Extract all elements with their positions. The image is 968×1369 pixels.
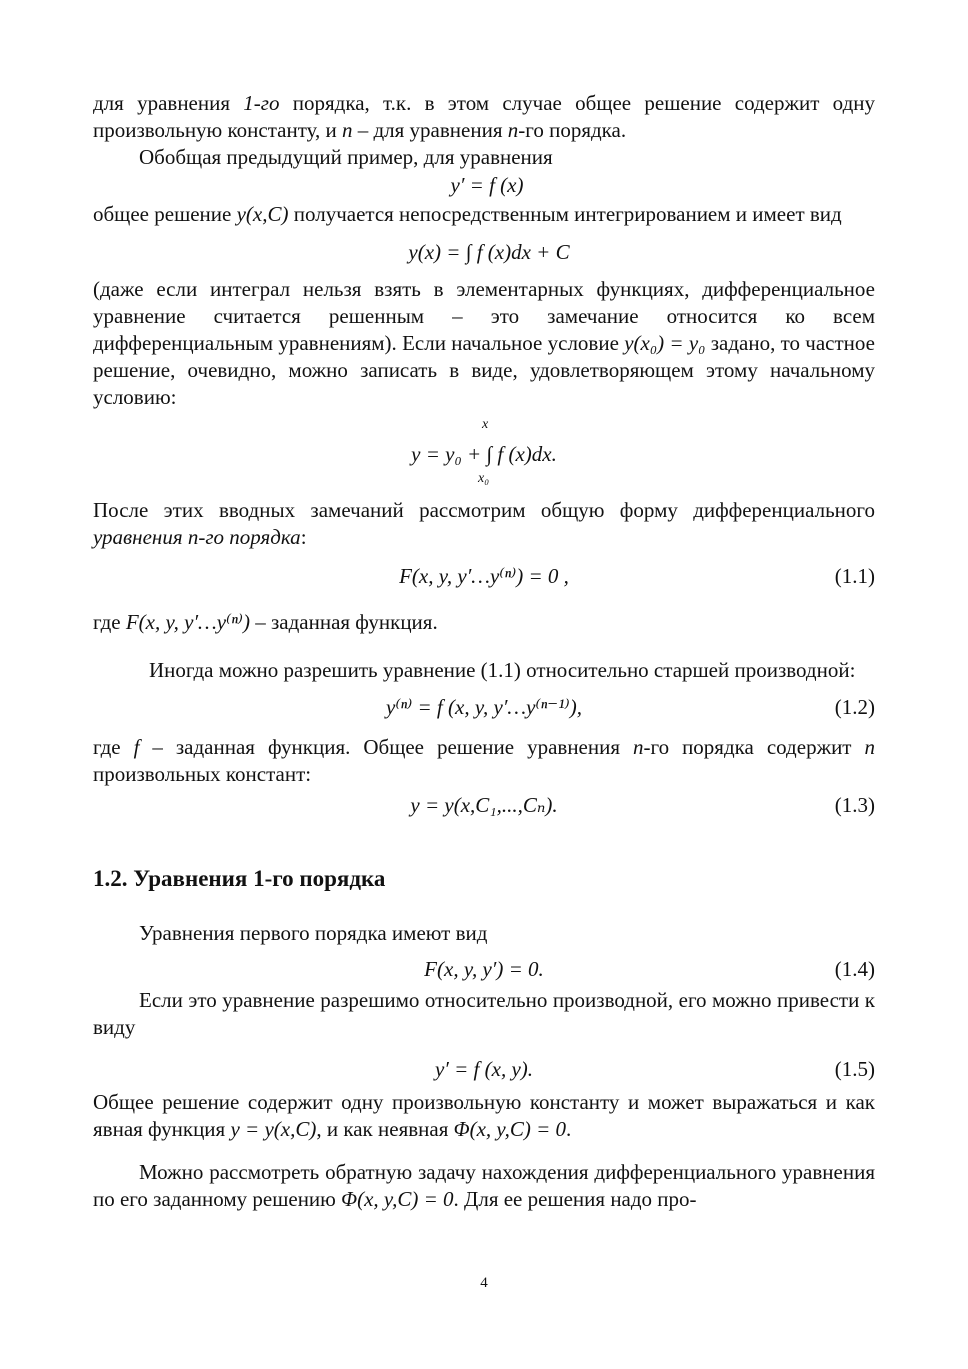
equation-formula: y⁽ⁿ⁾ = f (x, y, y′…y⁽ⁿ⁻¹⁾),: [386, 695, 582, 719]
equation-number: (1.4): [834, 957, 875, 981]
paragraph-6: где F(x, y, y′…y⁽ⁿ⁾) – заданная функция.: [93, 610, 438, 634]
paragraph-7: Иногда можно разрешить уравнение (1.1) относительно старшей производной:: [149, 658, 856, 682]
equation-formula: y = y(x,C₁,...,Cₙ).: [410, 793, 558, 817]
page-number: 4: [480, 1275, 488, 1291]
paragraph-9: Уравнения первого порядка имеют вид: [139, 921, 488, 945]
equation-formula: F(x, y, y′) = 0.: [424, 957, 544, 981]
paragraph-2: Обобщая предыдущий пример, для уравнения: [139, 145, 553, 169]
paragraph-4: (даже если интеграл нельзя взять в элементарных функциях, дифференциальное уравнение считается решенным – это замечание относится ко всем дифференциальным уравнениям). Если начальное условие y(x₀) = y₀ задано, то частное решение, очевидно, можно записать в виде, удовлетворяющем этому начальному условию:: [93, 277, 875, 409]
equation-definite-integral: [93, 411, 875, 497]
equation-number: (1.1): [834, 564, 875, 588]
upper-limit: x: [482, 417, 489, 432]
paragraph-8: где f – заданная функция. Общее решение уравнения n-го порядка содержит n произвольных констант:: [93, 735, 875, 786]
paragraph-5: После этих вводных замечаний рассмотрим общую форму дифференциального уравнения n-го порядка:: [93, 498, 875, 549]
equation-1-1: [93, 553, 875, 599]
paragraph-10: Если это уравнение разрешимо относительно производной, его можно привести к виду: [93, 988, 875, 1039]
equation-formula: y′ = f (x, y).: [434, 1057, 534, 1081]
paragraph-3: общее решение y(x,C) получается непосредственным интегрированием и имеет вид: [93, 202, 842, 226]
page-content: [93, 90, 875, 1213]
equation-number: (1.3): [834, 793, 875, 817]
paragraph-1: для уравнения 1-го порядка, т.к. в этом случае общее решение содержит одну произвольную константу, и n – для уравнения n-го порядка.: [93, 91, 875, 142]
equation-number: (1.2): [834, 695, 875, 719]
equation-formula: y = y₀ + ∫ f (x)dx.: [411, 442, 557, 466]
equation-formula: F(x, y, y′…y⁽ⁿ⁾) = 0 ,: [399, 564, 569, 588]
equation-integral: [93, 230, 875, 274]
equation-number: (1.5): [834, 1057, 875, 1081]
paragraph-11: Общее решение содержит одну произвольную константу и может выражаться и как явная функция y = y(x,C), и как неявная Φ(x, y,C) = 0.: [93, 1090, 875, 1141]
equation-y-prime: [93, 171, 875, 199]
paragraph-12: Можно рассмотреть обратную задачу нахождения дифференциального уравнения по его заданному решению Φ(x, y,C) = 0. Для ее решения надо про-: [93, 1160, 875, 1211]
section-heading: 1.2. Уравнения 1-го порядка: [93, 866, 386, 891]
equation-1-2: [93, 684, 875, 730]
equation-formula: y′ = f (x): [450, 173, 524, 197]
equation-1-4: [93, 951, 875, 987]
equation-1-5: [93, 1049, 875, 1089]
lower-limit: x₀: [478, 471, 490, 486]
equation-formula: y(x) = ∫ f (x)dx + C: [408, 240, 570, 264]
equation-1-3: [93, 788, 875, 822]
